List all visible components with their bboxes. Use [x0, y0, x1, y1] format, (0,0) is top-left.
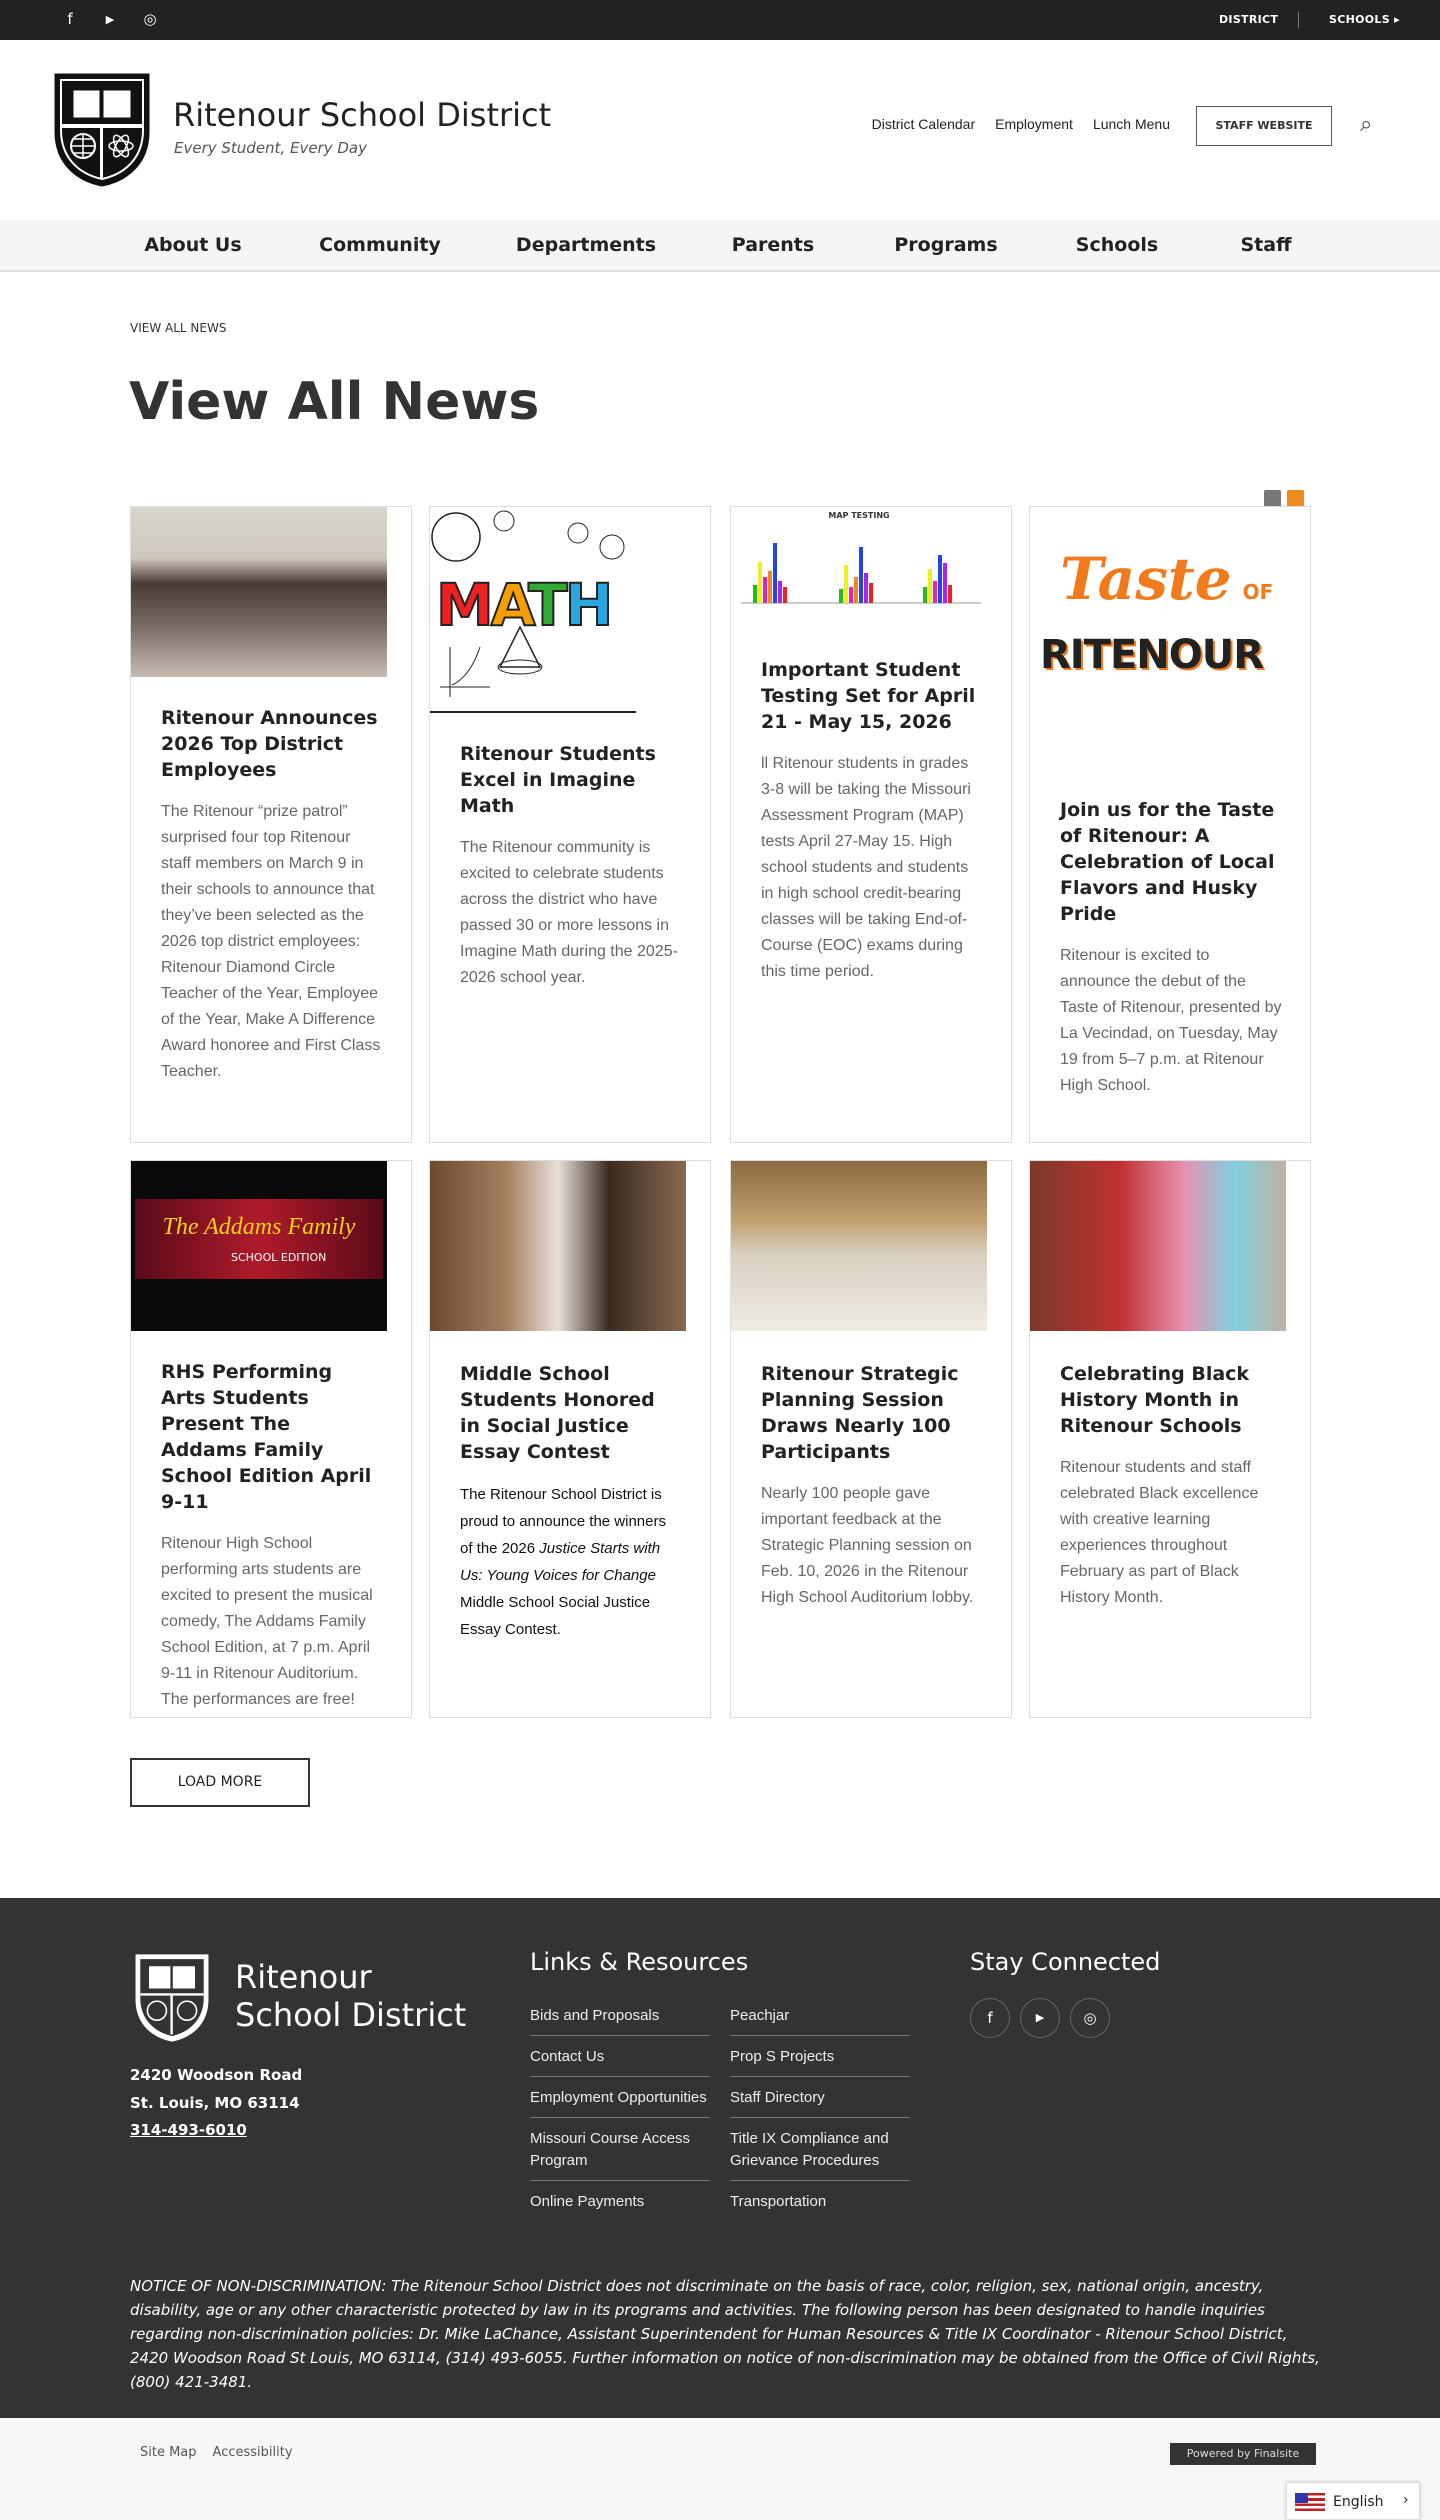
chevron-right-icon: › [1403, 2492, 1409, 2508]
footer-link[interactable]: Employment Opportunities [530, 2087, 710, 2118]
load-more-button[interactable]: LOAD MORE [130, 1758, 310, 1807]
summary-text: Middle School Social Justice Essay Contest. [460, 1594, 651, 1638]
main-nav [0, 220, 1440, 272]
language-label: English [1333, 2494, 1384, 2510]
site-map-link[interactable]: Site Map [140, 2445, 197, 2460]
news-summary: Nearly 100 people gave important feedback at the Strategic Planning session on Feb. 10, 2026 in the Ritenour High School Auditorium lobby. [761, 1485, 974, 1606]
footer-youtube-icon[interactable]: ▶ [1020, 1998, 1060, 2038]
powered-by-finalsite[interactable]: Powered by Finalsite [1170, 2443, 1316, 2465]
us-flag-icon [1295, 2493, 1325, 2511]
page-title: View All News [129, 372, 540, 432]
news-image-strategic-planning[interactable] [731, 1161, 987, 1331]
news-card[interactable] [1029, 506, 1311, 1143]
search-icon[interactable]: ⌕ [1360, 112, 1373, 137]
footer-link[interactable]: Online Payments [530, 2193, 645, 2210]
footer-logo[interactable] [133, 1952, 211, 2044]
footer-link[interactable]: Contact Us [530, 2046, 710, 2077]
nav-parents[interactable]: Parents [731, 234, 815, 256]
math-graphic-text: MATH [436, 571, 611, 639]
schools-dropdown[interactable]: SCHOOLS ▸ [1329, 13, 1400, 26]
addams-title-graphic: The Addams Family [162, 1214, 356, 1240]
news-title[interactable]: Ritenour Strategic Planning Session Draws Nearly 100 Participants [761, 1363, 959, 1463]
news-image-math[interactable] [430, 507, 636, 713]
news-card[interactable] [730, 506, 1012, 1143]
summary-text: The Ritenour School District is proud to announce the winners of the 2026 [460, 1486, 666, 1557]
taste-logo-line [1060, 543, 1273, 630]
breadcrumb[interactable]: VIEW ALL NEWS [130, 321, 227, 335]
site-header [0, 40, 1440, 220]
news-summary [460, 1481, 682, 1643]
divider [1298, 12, 1299, 28]
news-title[interactable]: Important Student Testing Set for April 21 - May 15, 2026 [761, 659, 976, 733]
site-title[interactable]: Ritenour School District [173, 96, 552, 134]
news-card[interactable] [130, 506, 412, 1143]
non-discrimination-notice: NOTICE OF NON-DISCRIMINATION: The Ritenour School District does not discriminate on the basis of race, color, religion, sex, national origin, ancestry, disability, age or any other characteristic protected by law in its programs and activities. The following person has been designated to handle inquiries regarding non-discrimination policies: Dr. Mike LaChance, Assistant Superintendent for Human Resources & Title IX Coordinator - Ritenour School District, 2420 Woodson Road St Louis, MO 63114, (314) 493-6055. Further information on notice of non-discrimination may be obtained from the Office of Civil Rights, (800) 421-3481. [130, 2277, 1320, 2391]
footer-instagram-icon[interactable]: ◎ [1070, 1998, 1110, 2038]
facebook-icon[interactable]: f [67, 10, 73, 28]
footer-link[interactable]: Title IX Compliance and Grievance Procedures [730, 2128, 910, 2181]
accessibility-link[interactable]: Accessibility [212, 2445, 293, 2460]
news-image-black-history[interactable] [1030, 1161, 1286, 1331]
news-image-employees[interactable] [131, 507, 387, 677]
news-image-map-chart[interactable] [731, 507, 987, 627]
taste-logo-text: Taste [1060, 545, 1232, 613]
nav-community[interactable]: Community [319, 234, 441, 256]
news-title[interactable]: Join us for the Taste of Ritenour: A Celebration of Local Flavors and Husky Pride [1060, 799, 1275, 925]
taste-logo-ritenour: RITENOUR [1040, 632, 1264, 678]
footer-facebook-icon[interactable]: f [970, 1998, 1010, 2038]
bottom-links [140, 2445, 293, 2460]
bell-icon[interactable] [1287, 490, 1304, 507]
news-summary: Ritenour High School performing arts students are excited to present the musical comedy, The Addams Family School Edition, at 7 p.m. April 9-11 in Ritenour Auditorium. The performances are free! [161, 1535, 373, 1708]
youtube-icon[interactable]: ▶ [105, 13, 115, 26]
news-card[interactable] [429, 1160, 711, 1718]
taste-logo-of: OF [1242, 580, 1274, 604]
news-title[interactable]: Ritenour Students Excel in Imagine Math [460, 743, 656, 817]
header-links [872, 116, 1170, 132]
news-card[interactable] [1029, 1160, 1311, 1718]
connect-heading: Stay Connected [970, 1948, 1161, 1976]
nav-about-us[interactable]: About Us [144, 234, 242, 256]
news-image-addams-family[interactable] [131, 1161, 387, 1331]
news-summary: The Ritenour “prize patrol” surprised four top Ritenour staff members on March 9 in their schools to announce that they’ve been selected as the 2026 top district employees: Ritenour Diamond Circle Teacher of the Year, Employee of the Year, Make A Difference Award honoree and First Class Teacher. [161, 803, 381, 1080]
links-heading: Links & Resources [530, 1948, 749, 1976]
summary-italic: Justice Starts with Us: Young Voices for Change [460, 1540, 661, 1584]
footer-link[interactable]: Missouri Course Access Program [530, 2128, 710, 2181]
news-card[interactable] [130, 1160, 412, 1718]
news-title[interactable]: RHS Performing Arts Students Present The Addams Family School Edition April 9-11 [161, 1361, 372, 1513]
map-chart-title: MAP TESTING [828, 511, 890, 520]
utility-bar [0, 0, 1440, 40]
footer-link[interactable]: Transportation [730, 2193, 827, 2210]
nav-staff[interactable]: Staff [1240, 234, 1292, 256]
nav-departments[interactable]: Departments [515, 234, 657, 256]
phone-link[interactable]: 314-493-6010 [130, 2121, 247, 2139]
news-title[interactable]: Celebrating Black History Month in Ritenour Schools [1060, 1363, 1250, 1437]
news-summary: Ritenour students and staff celebrated Black excellence with creative learning experiences throughout February as part of Black History Month. [1060, 1459, 1259, 1606]
staff-website-button[interactable]: STAFF WEBSITE [1196, 106, 1332, 146]
footer-link[interactable]: Bids and Proposals [530, 2005, 710, 2036]
employment-link[interactable]: Employment [995, 116, 1073, 132]
district-calendar-link[interactable]: District Calendar [871, 116, 976, 132]
footer-title: Ritenour School District [235, 1958, 467, 2034]
rss-icon[interactable] [1264, 490, 1281, 507]
instagram-icon[interactable]: ◎ [143, 10, 157, 28]
news-title[interactable]: Ritenour Announces 2026 Top District Employees [161, 707, 378, 781]
nav-programs[interactable]: Programs [894, 234, 998, 256]
footer-link[interactable]: Peachjar [730, 2005, 910, 2036]
news-card[interactable] [730, 1160, 1012, 1718]
footer-link[interactable]: Staff Directory [730, 2087, 910, 2118]
news-summary: The Ritenour community is excited to celebrate students across the district who have passed 30 or more lessons in Imagine Math during the 2025-2026 school year. [460, 839, 678, 986]
bottom-bar [0, 2418, 1440, 2520]
footer-link[interactable]: Prop S Projects [730, 2046, 910, 2077]
district-link[interactable]: DISTRICT [1219, 13, 1279, 26]
nav-schools[interactable]: Schools [1075, 234, 1159, 256]
news-title[interactable]: Middle School Students Honored in Social Justice Essay Contest [460, 1363, 655, 1463]
map-chart-graphic [731, 507, 987, 627]
district-logo[interactable] [53, 72, 151, 188]
news-image-essay-winners[interactable] [430, 1161, 686, 1331]
news-summary: Ritenour is excited to announce the debut of the Taste of Ritenour, presented by La Vecindad, on Tuesday, May 19 from 5–7 p.m. at Ritenour High School. [1060, 947, 1282, 1094]
site-tagline: Every Student, Every Day [174, 139, 367, 157]
language-selector[interactable] [1286, 2482, 1420, 2520]
news-card[interactable] [429, 506, 711, 1143]
address-line-2: St. Louis, MO 63114 [130, 2094, 300, 2112]
addams-subtitle-graphic: SCHOOL EDITION [231, 1251, 327, 1264]
footer-links-grid [530, 2005, 920, 2221]
address-line-1: 2420 Woodson Road [130, 2066, 303, 2084]
lunch-menu-link[interactable]: Lunch Menu [1092, 116, 1170, 132]
news-image-taste-of-ritenour[interactable] [1030, 507, 1311, 769]
news-summary: ll Ritenour students in grades 3-8 will be taking the Missouri Assessment Program (MAP) tests April 27-May 15. High school students and students in high school credit-bearing classes will be taking End-of-Course (EOC) exams during this time period. [761, 755, 971, 980]
